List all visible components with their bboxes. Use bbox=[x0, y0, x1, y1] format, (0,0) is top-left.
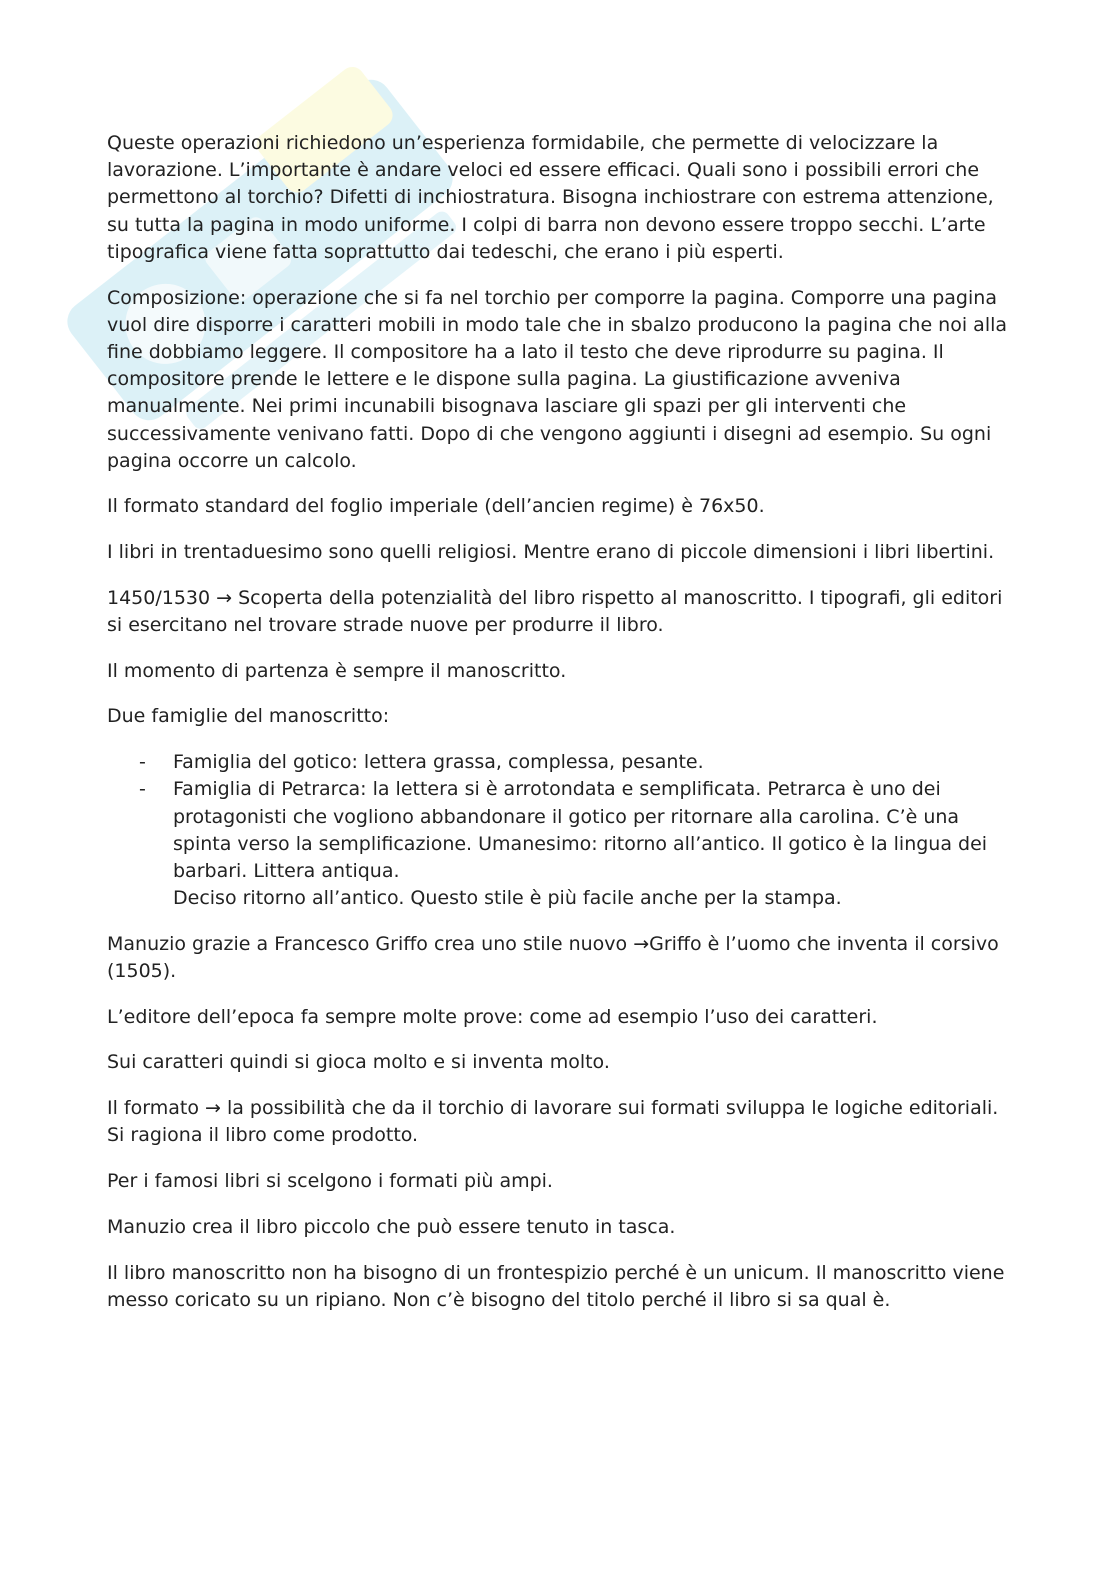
text-formato-post: la possibilità che da il torchio di lavorare sui formati sviluppa le logiche editoriali. Si ragiona il libro come prodotto. bbox=[107, 1097, 999, 1147]
paragraph-frontespizio: Il libro manoscritto non ha bisogno di un frontespizio perché è un unicum. Il manoscritto viene messo coricato su un ripiano. Non c’è bisogno del titolo perché il libro si sa qual è. bbox=[107, 1261, 1005, 1311]
list-dash: - bbox=[139, 778, 146, 801]
document-body bbox=[107, 130, 1007, 1332]
paragraph-partenza: Il momento di partenza è sempre il manoscritto. bbox=[107, 659, 567, 682]
paragraph-esperienza: Queste operazioni richiedono un’esperienza formidabile, che permette di velocizzare la lavorazione. L’importante è andare veloci ed essere efficaci. Quali sono i possibili errori che permettono al torchio? Difetti di inchiostratura. Bisogna inchiostrare con estrema attenzione, su tutta la pagina in modo uniforme. I colpi di barra non devono essere troppo secchi. L’arte tipografica viene fatta soprattutto dai tedeschi, che erano i più esperti. bbox=[107, 132, 994, 263]
paragraph-composizione: Composizione: operazione che si fa nel torchio per comporre la pagina. Comporre una pagina vuol dire disporre i caratteri mobili in modo tale che in sbalzo producono la pagina che noi alla fine dobbiamo leggere. Il compositore ha a lato il testo che deve riprodurre su pagina. Il compositore prende le lettere e le dispone sulla pagina. La giustificazione avveniva manualmente. Nei primi incunabili bisognava lasciare gli spazi per gli interventi che successivamente venivano fatti. Dopo di che vengono aggiunti i disegni ad esempio. Su ogni pagina occorre un calcolo. bbox=[107, 286, 1008, 472]
paragraph-famosi-libri: Per i famosi libri si scelgono i formati più ampi. bbox=[107, 1170, 553, 1193]
arrow-right-icon: → bbox=[633, 932, 650, 955]
arrow-right-icon: → bbox=[204, 1097, 221, 1120]
list-item-petrarca-text-2: Deciso ritorno all’antico. Questo stile è più facile anche per la stampa. bbox=[173, 887, 842, 910]
paragraph-manuzio-griffo bbox=[107, 931, 1007, 985]
arrow-right-icon: → bbox=[216, 586, 233, 609]
text-1450-pre: 1450/1530 bbox=[107, 586, 217, 609]
paragraph-libro-piccolo: Manuzio crea il libro piccolo che può essere tenuto in tasca. bbox=[107, 1215, 676, 1238]
paragraph-editore: L’editore dell’epoca fa sempre molte prove: come ad esempio l’uso dei caratteri. bbox=[107, 1005, 878, 1028]
text-manuzio-post: Griffo è l’uomo che inventa il corsivo (1505). bbox=[107, 932, 999, 983]
paragraph-caratteri: Sui caratteri quindi si gioca molto e si inventa molto. bbox=[107, 1051, 610, 1074]
paragraph-trentaduesimo: I libri in trentaduesimo sono quelli religiosi. Mentre erano di piccole dimensioni i libri libertini. bbox=[107, 541, 995, 564]
paragraph-foglio-imperiale: Il formato standard del foglio imperiale (dell’ancien regime) è 76x50. bbox=[107, 495, 765, 518]
list-item-petrarca bbox=[107, 776, 1007, 912]
paragraph-1450-1530 bbox=[107, 585, 1007, 639]
list-dash: - bbox=[139, 751, 146, 774]
text-formato-pre: Il formato bbox=[107, 1097, 205, 1120]
text-manuzio-pre: Manuzio grazie a Francesco Griffo crea uno stile nuovo bbox=[107, 932, 634, 955]
list-item-petrarca-text: Famiglia di Petrarca: la lettera si è arrotondata e semplificata. Petrarca è uno dei protagonisti che vogliono abbandonare il gotico per ritornare alla carolina. C’è una spinta verso la semplificazione. Umanesimo: ritorno all’antico. Il gotico è la lingua dei barbari. Littera antiqua. bbox=[173, 778, 988, 882]
list-item-gotico bbox=[107, 749, 1007, 776]
paragraph-famiglie: Due famiglie del manoscritto: bbox=[107, 705, 390, 728]
text-1450-post: Scoperta della potenzialità del libro rispetto al manoscritto. I tipografi, gli editori si esercitano nel trovare strade nuove per produrre il libro. bbox=[107, 586, 1003, 637]
famiglie-list bbox=[107, 749, 1007, 912]
list-item-gotico-text: Famiglia del gotico: lettera grassa, complessa, pesante. bbox=[173, 751, 704, 774]
paragraph-formato bbox=[107, 1095, 1007, 1149]
